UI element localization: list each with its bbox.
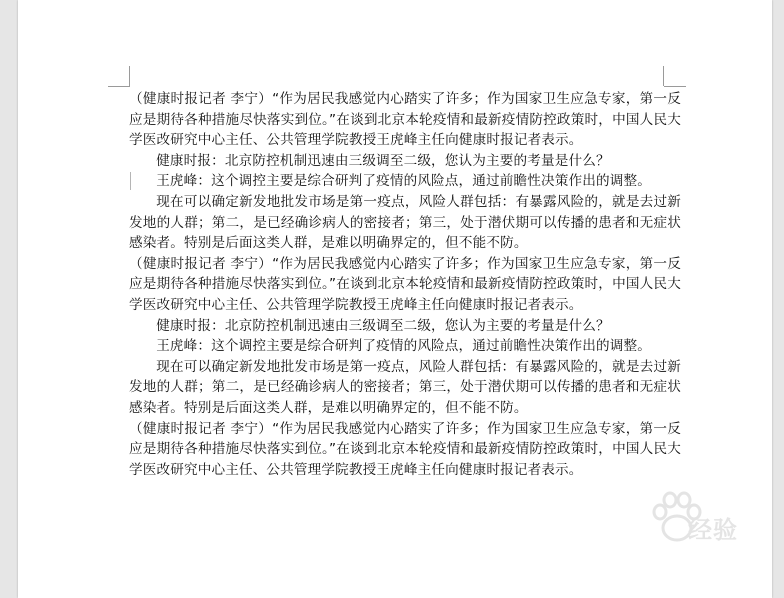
paragraph[interactable]: 王虎峰：这个调控主要是综合研判了疫情的风险点，通过前瞻性决策作出的调整。 (156, 173, 651, 190)
paragraph[interactable]: 健康时报：北京防控机制迅速由三级调至二级，您认为主要的考量是什么？ (156, 317, 610, 334)
paragraph[interactable]: 现在可以确定新发地批发市场是第一疫点，风险人群包括：有暴露风险的，就是去过新发地的人群；第二，是已经确诊病人的密接者；第三，处于潜伏期可以传播的患者和无症状感染者。特别是后面这类人群，是难以明确界定的，但不能不防。 (129, 358, 681, 416)
vertical-scrollbar[interactable] (774, 0, 784, 598)
paragraph[interactable]: （健康时报记者 李宁）“作为居民我感觉内心踏实了许多；作为国家卫生应急专家，第一反应是期待各种措施尽快落实到位。”在谈到北京本轮疫情和最新疫情防控政策时，中国人民大学医改研究中心主任、公共管理学院教授王虎峰主任向健康时报记者表示。 (129, 255, 681, 313)
margin-mark-top-right-vertical (663, 66, 664, 86)
margin-mark-top-left-vertical (129, 66, 130, 86)
paragraph[interactable]: 王虎峰：这个调控主要是综合研判了疫情的风险点，通过前瞻性决策作出的调整。 (156, 338, 651, 355)
margin-mark-top-left-horizontal (108, 86, 130, 87)
watermark-text: 经验 (688, 516, 738, 544)
paragraph[interactable]: （健康时报记者 李宁）“作为居民我感觉内心踏实了许多；作为国家卫生应急专家，第一反应是期待各种措施尽快落实到位。”在谈到北京本轮疫情和最新疫情防控政策时，中国人民大学医改研究中心主任、公共管理学院教授王虎峰主任向健康时报记者表示。 (129, 420, 681, 478)
paragraph[interactable]: 现在可以确定新发地批发市场是第一疫点，风险人群包括：有暴露风险的，就是去过新发地的人群；第二，是已经确诊病人的密接者；第三，处于潜伏期可以传播的患者和无症状感染者。特别是后面这类人群，是难以明确界定的，但不能不防。 (129, 193, 681, 252)
document-body[interactable] (129, 89, 681, 480)
document-page[interactable] (18, 0, 772, 598)
margin-mark-top-right-horizontal (664, 86, 686, 87)
watermark (648, 482, 768, 562)
paragraph[interactable]: （健康时报记者 李宁）“作为居民我感觉内心踏实了许多；作为国家卫生应急专家，第一反应是期待各种措施尽快落实到位。”在谈到北京本轮疫情和最新疫情防控政策时，中国人民大学医改研究中心主任、公共管理学院教授王虎峰主任向健康时报记者表示。 (129, 91, 681, 149)
paragraph[interactable]: 健康时报：北京防控机制迅速由三级调至二级，您认为主要的考量是什么？ (156, 152, 610, 169)
